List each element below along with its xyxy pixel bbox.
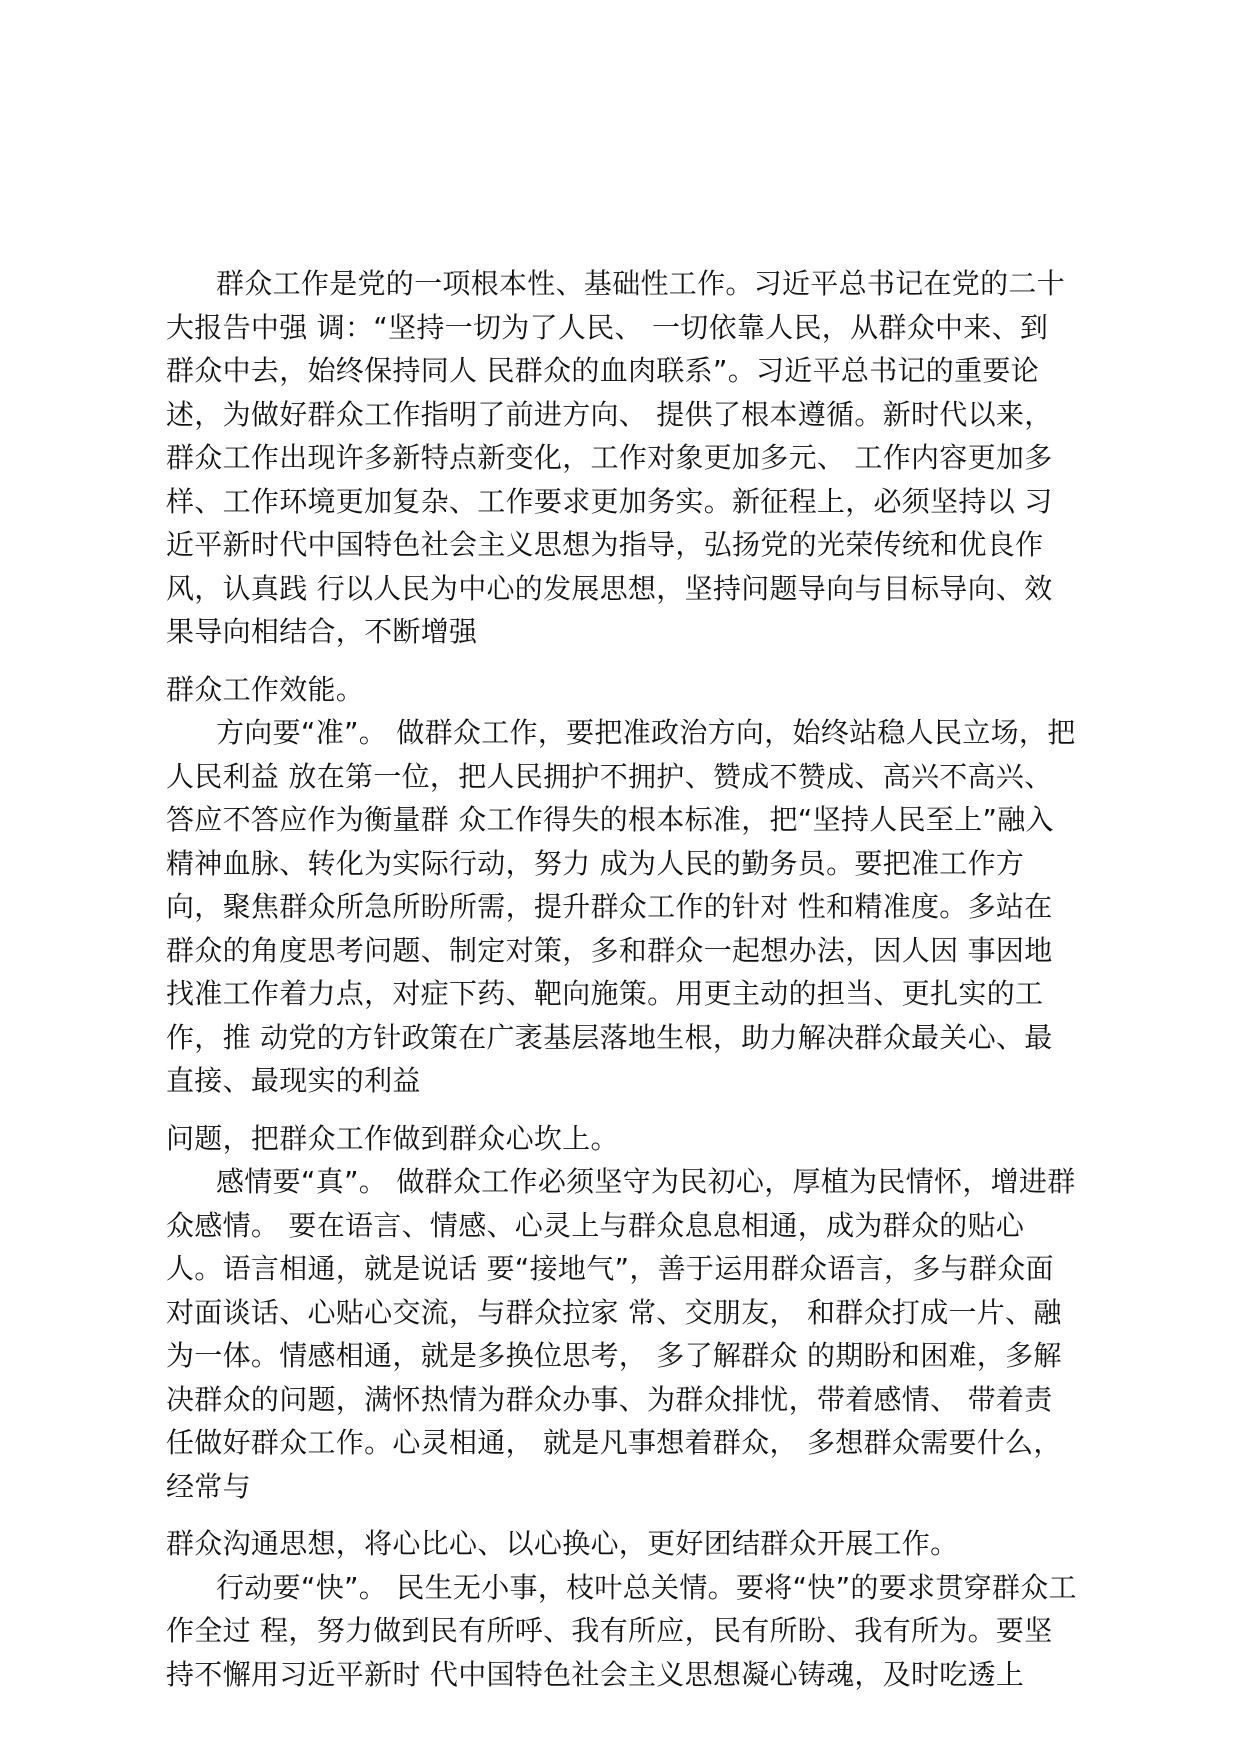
text-line: 群众中去，始终保持同人 民群众的血肉联系”。习近平总书记的重要论 (166, 354, 1040, 387)
text-line: 问题，把群众工作做到群众心坎上。 (166, 1121, 619, 1155)
text-line: 决群众的问题，满怀热情为群众办事、为群众排忧，带着感情、 带着责 (166, 1382, 1053, 1416)
text-line: 大报告中强 调：“坚持一切为了人民、 一切依靠人民，从群众中来、到 (166, 310, 1049, 344)
text-line: 述，为做好群众工作指明了前进方向、 提供了根本遵循。新时代以来， (166, 397, 1053, 431)
text-line: 向，聚焦群众所急所盼所需，提升群众工作的针对 性和精准度。多站在 (166, 890, 1053, 923)
text-line: 群众沟通思想，将心比心、以心换心，更好团结群众开展工作。 (166, 1527, 959, 1560)
text-line: 果导向相结合，不断增强 (166, 615, 478, 648)
text-line: 样、工作环境更加复杂、工作要求更加务实。新征程上，必须坚持以 习 (166, 484, 1053, 518)
text-line: 人。语言相通，就是说话 要“接地气”，善于运用群众语言，多与群众面 (166, 1252, 1054, 1285)
text-line: 作全过 程，努力做到民有所呼、我有所应，民有所盼、我有所为。要坚 (166, 1614, 1053, 1647)
text-line: 找准工作着力点，对症下药、靶向施策。用更主动的担当、更扎实的工 (166, 977, 1044, 1010)
text-line: 直接、最现实的利益 (166, 1064, 421, 1097)
text-line: 对面谈话、心贴心交流，与群众拉家 常、交朋友， 和群众打成一片、融 (166, 1295, 1062, 1329)
text-line: 精神血脉、转化为实际行动，努力 成为人民的勤务员。要把准工作方 (166, 846, 1025, 880)
text-line: 群众工作出现许多新特点新变化，工作对象更加多元、 工作内容更加多 (166, 441, 1053, 474)
text-line: 答应不答应作为衡量群 众工作得失的根本标准，把“坚持人民至上”融入 (166, 803, 1054, 836)
text-line: 近平新时代中国特色社会主义思想为指导，弘扬党的光荣传统和优良作 (166, 528, 1044, 561)
text-line: 任做好群众工作。心灵相通， 就是凡事想着群众， 多想群众需要什么， (166, 1426, 1062, 1459)
text-line: 群众的角度思考问题、制定对策，多和群众一起想办法，因人因 事因地 (166, 933, 1053, 967)
text-line: 作，推 动党的方针政策在广袤基层落地生根，助力解决群众最关心、最 (166, 1020, 1053, 1054)
text-line: 人民利益 放在第一位，把人民拥护不拥护、赞成不赞成、高兴不高兴、 (166, 759, 1053, 793)
paragraph-first-line: 方向要“准”。 做群众工作，要把准政治方向，始终站稳人民立场，把 (216, 716, 1076, 749)
paragraph-first-line: 感情要“真”。 做群众工作必须坚守为民初心，厚植为民情怀，增进群 (216, 1165, 1076, 1198)
paragraph-first-line: 群众工作是党的一项根本性、基础性工作。习近平总书记在党的二十 (216, 267, 1066, 300)
text-line: 群众工作效能。 (166, 672, 365, 706)
text-line: 持不懈用习近平新时 代中国特色社会主义思想凝心铸魂，及时吃透上 (166, 1657, 1025, 1691)
text-line: 风，认真践 行以人民为中心的发展思想，坚持问题导向与目标导向、效 (166, 571, 1053, 605)
paragraph-first-line: 行动要“快”。 民生无小事，枝叶总关情。要将“快”的要求贯穿群众工 (216, 1570, 1077, 1604)
article-body (166, 262, 1106, 1696)
text-line: 为一体。情感相通，就是多换位思考， 多了解群众 的期盼和困难，多解 (166, 1339, 1062, 1372)
text-line: 经常与 (166, 1469, 251, 1503)
text-line: 众感情。 要在语言、情感、心灵上与群众息息相通，成为群众的贴心 (166, 1208, 1025, 1242)
